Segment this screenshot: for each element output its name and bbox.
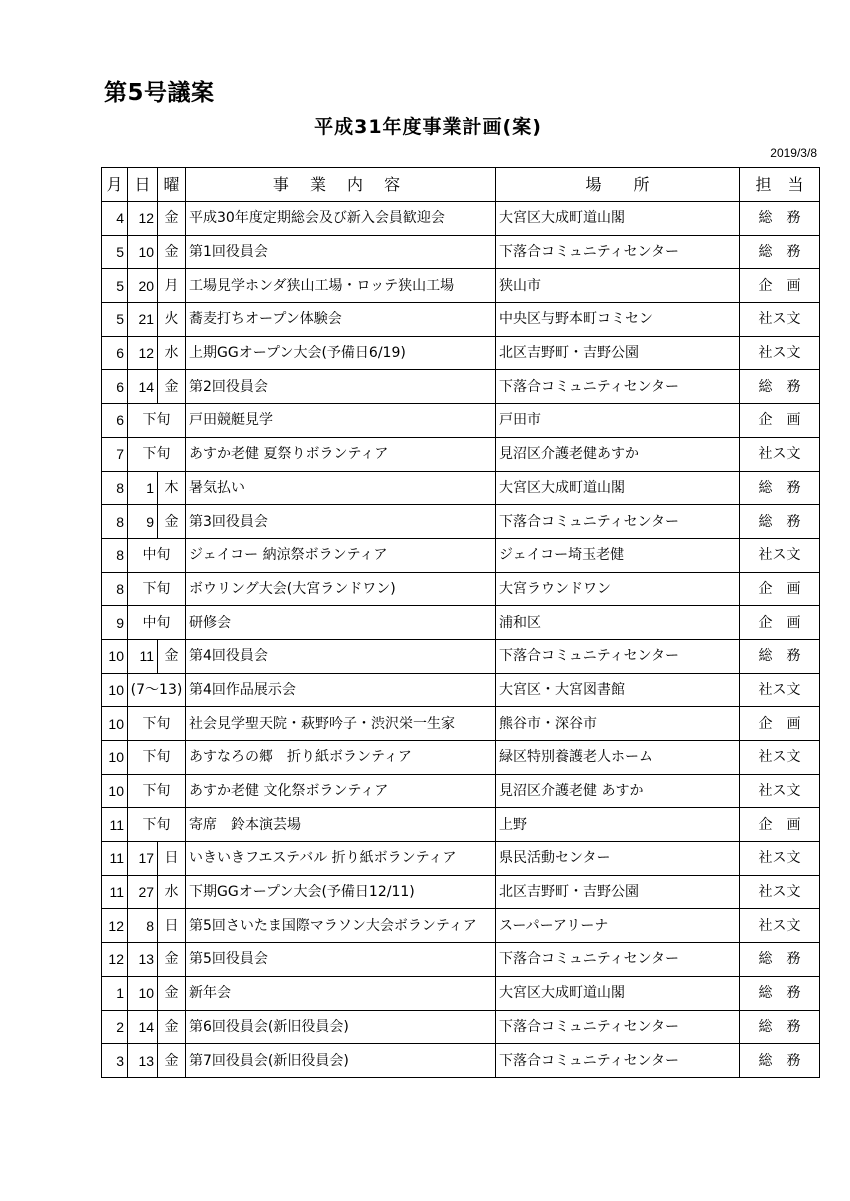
cell-place: 中央区与野本町コミセン bbox=[496, 303, 740, 337]
cell-content: 第2回役員会 bbox=[186, 370, 496, 404]
cell-day: 10 bbox=[128, 235, 158, 269]
cell-month: 12 bbox=[102, 909, 128, 943]
table-row bbox=[102, 639, 820, 673]
cell-place: 大宮区大成町道山閣 bbox=[496, 976, 740, 1010]
cell-content: 蕎麦打ちオープン体験会 bbox=[186, 303, 496, 337]
cell-month: 5 bbox=[102, 269, 128, 303]
cell-charge: 社ス文 bbox=[740, 774, 820, 808]
cell-weekday: 月 bbox=[158, 269, 186, 303]
table-row bbox=[102, 943, 820, 977]
cell-charge: 社ス文 bbox=[740, 303, 820, 337]
table-row bbox=[102, 707, 820, 741]
cell-content: 第5回役員会 bbox=[186, 943, 496, 977]
header-weekday: 曜 bbox=[158, 168, 186, 202]
cell-day-period: 中旬 bbox=[128, 606, 186, 640]
cell-charge: 総 務 bbox=[740, 505, 820, 539]
cell-day: 10 bbox=[128, 976, 158, 1010]
cell-content: 新年会 bbox=[186, 976, 496, 1010]
cell-month: 8 bbox=[102, 572, 128, 606]
cell-place: ジェイコー埼玉老健 bbox=[496, 538, 740, 572]
cell-month: 10 bbox=[102, 774, 128, 808]
cell-place: 下落合コミュニティセンター bbox=[496, 1010, 740, 1044]
cell-day-period: 中旬 bbox=[128, 538, 186, 572]
cell-place: 熊谷市・深谷市 bbox=[496, 707, 740, 741]
cell-month: 12 bbox=[102, 943, 128, 977]
cell-month: 2 bbox=[102, 1010, 128, 1044]
cell-day: 14 bbox=[128, 370, 158, 404]
cell-month: 10 bbox=[102, 741, 128, 775]
cell-day: 21 bbox=[128, 303, 158, 337]
cell-day-period: 下旬 bbox=[128, 741, 186, 775]
cell-content: あすか老健 夏祭りボランティア bbox=[186, 437, 496, 471]
cell-content: 第4回役員会 bbox=[186, 639, 496, 673]
table-row bbox=[102, 437, 820, 471]
cell-month: 8 bbox=[102, 505, 128, 539]
cell-place: 下落合コミュニティセンター bbox=[496, 1044, 740, 1078]
cell-charge: 企 画 bbox=[740, 808, 820, 842]
cell-content: 下期GGオープン大会(予備日12/11) bbox=[186, 875, 496, 909]
table-row bbox=[102, 741, 820, 775]
cell-content: 第5回さいたま国際マラソン大会ボランティア bbox=[186, 909, 496, 943]
table-row bbox=[102, 303, 820, 337]
cell-day: 11 bbox=[128, 639, 158, 673]
table-row bbox=[102, 1010, 820, 1044]
cell-day: 9 bbox=[128, 505, 158, 539]
table-row bbox=[102, 673, 820, 707]
cell-content: 工場見学ホンダ狭山工場・ロッテ狭山工場 bbox=[186, 269, 496, 303]
cell-place: 大宮区・大宮図書館 bbox=[496, 673, 740, 707]
cell-day: 13 bbox=[128, 1044, 158, 1078]
cell-content: 第7回役員会(新旧役員会) bbox=[186, 1044, 496, 1078]
document-date: 2019/3/8 bbox=[770, 146, 817, 160]
table-row bbox=[102, 471, 820, 505]
cell-day: 12 bbox=[128, 336, 158, 370]
cell-charge: 総 務 bbox=[740, 1010, 820, 1044]
table-row bbox=[102, 976, 820, 1010]
cell-month: 11 bbox=[102, 808, 128, 842]
cell-content: 社会見学聖天院・萩野吟子・渋沢栄一生家 bbox=[186, 707, 496, 741]
cell-day: 14 bbox=[128, 1010, 158, 1044]
cell-place: 下落合コミュニティセンター bbox=[496, 235, 740, 269]
cell-month: 11 bbox=[102, 842, 128, 876]
cell-content: 第3回役員会 bbox=[186, 505, 496, 539]
cell-place: 北区吉野町・吉野公園 bbox=[496, 875, 740, 909]
cell-charge: 企 画 bbox=[740, 606, 820, 640]
table-row bbox=[102, 875, 820, 909]
cell-place: 大宮ラウンドワン bbox=[496, 572, 740, 606]
cell-month: 4 bbox=[102, 202, 128, 236]
table-row bbox=[102, 505, 820, 539]
schedule-table bbox=[101, 167, 820, 1078]
cell-place: 緑区特別養護老人ホーム bbox=[496, 741, 740, 775]
cell-weekday: 金 bbox=[158, 639, 186, 673]
cell-day-period: 下旬 bbox=[128, 404, 186, 438]
page-title: 平成31年度事業計画(案) bbox=[314, 116, 542, 138]
cell-day: 1 bbox=[128, 471, 158, 505]
cell-day: 13 bbox=[128, 943, 158, 977]
table-row bbox=[102, 1044, 820, 1078]
cell-day-period: 下旬 bbox=[128, 774, 186, 808]
cell-month: 3 bbox=[102, 1044, 128, 1078]
cell-charge: 総 務 bbox=[740, 943, 820, 977]
cell-charge: 社ス文 bbox=[740, 741, 820, 775]
cell-place: 県民活動センター bbox=[496, 842, 740, 876]
cell-place: スーパーアリーナ bbox=[496, 909, 740, 943]
cell-month: 6 bbox=[102, 336, 128, 370]
cell-charge: 社ス文 bbox=[740, 538, 820, 572]
cell-month: 6 bbox=[102, 404, 128, 438]
cell-day-period: 下旬 bbox=[128, 572, 186, 606]
header-content: 事 業 内 容 bbox=[186, 168, 496, 202]
cell-day: 8 bbox=[128, 909, 158, 943]
cell-place: 浦和区 bbox=[496, 606, 740, 640]
cell-charge: 社ス文 bbox=[740, 842, 820, 876]
cell-place: 戸田市 bbox=[496, 404, 740, 438]
header-place: 場 所 bbox=[496, 168, 740, 202]
cell-charge: 企 画 bbox=[740, 269, 820, 303]
cell-place: 北区吉野町・吉野公園 bbox=[496, 336, 740, 370]
cell-day: 20 bbox=[128, 269, 158, 303]
table-row bbox=[102, 538, 820, 572]
cell-month: 10 bbox=[102, 707, 128, 741]
cell-content: 平成30年度定期総会及び新入会員歓迎会 bbox=[186, 202, 496, 236]
table-row bbox=[102, 404, 820, 438]
cell-month: 5 bbox=[102, 235, 128, 269]
cell-charge: 社ス文 bbox=[740, 437, 820, 471]
table-header-row bbox=[102, 168, 820, 202]
cell-weekday: 金 bbox=[158, 235, 186, 269]
cell-charge: 企 画 bbox=[740, 707, 820, 741]
cell-content: ジェイコー 納涼祭ボランティア bbox=[186, 538, 496, 572]
cell-weekday: 金 bbox=[158, 943, 186, 977]
cell-month: 5 bbox=[102, 303, 128, 337]
cell-day: 17 bbox=[128, 842, 158, 876]
cell-weekday: 日 bbox=[158, 909, 186, 943]
table-row bbox=[102, 336, 820, 370]
cell-day-period: 下旬 bbox=[128, 808, 186, 842]
table-row bbox=[102, 808, 820, 842]
cell-weekday: 金 bbox=[158, 505, 186, 539]
cell-content: 第6回役員会(新旧役員会) bbox=[186, 1010, 496, 1044]
cell-content: ボウリング大会(大宮ランドワン) bbox=[186, 572, 496, 606]
cell-charge: 総 務 bbox=[740, 639, 820, 673]
cell-content: 第4回作品展示会 bbox=[186, 673, 496, 707]
cell-charge: 社ス文 bbox=[740, 336, 820, 370]
cell-content: いきいきフエステバル 折り紙ボランティア bbox=[186, 842, 496, 876]
cell-content: 第1回役員会 bbox=[186, 235, 496, 269]
cell-place: 下落合コミュニティセンター bbox=[496, 505, 740, 539]
cell-weekday: 金 bbox=[158, 976, 186, 1010]
cell-place: 下落合コミュニティセンター bbox=[496, 639, 740, 673]
cell-content: 戸田競艇見学 bbox=[186, 404, 496, 438]
cell-month: 10 bbox=[102, 639, 128, 673]
cell-content: あすか老健 文化祭ボランティア bbox=[186, 774, 496, 808]
cell-weekday: 木 bbox=[158, 471, 186, 505]
cell-charge: 総 務 bbox=[740, 471, 820, 505]
table-row bbox=[102, 842, 820, 876]
cell-charge: 企 画 bbox=[740, 572, 820, 606]
cell-weekday: 金 bbox=[158, 1044, 186, 1078]
header-day: 日 bbox=[128, 168, 158, 202]
table-row bbox=[102, 606, 820, 640]
table-row bbox=[102, 269, 820, 303]
cell-weekday: 水 bbox=[158, 336, 186, 370]
cell-charge: 総 務 bbox=[740, 976, 820, 1010]
cell-charge: 総 務 bbox=[740, 370, 820, 404]
cell-content: 寄席 鈴本演芸場 bbox=[186, 808, 496, 842]
cell-charge: 社ス文 bbox=[740, 673, 820, 707]
cell-day-period: 下旬 bbox=[128, 707, 186, 741]
cell-month: 1 bbox=[102, 976, 128, 1010]
cell-charge: 企 画 bbox=[740, 404, 820, 438]
cell-place: 上野 bbox=[496, 808, 740, 842]
table-row bbox=[102, 909, 820, 943]
cell-month: 10 bbox=[102, 673, 128, 707]
cell-content: あすなろの郷 折り紙ボランティア bbox=[186, 741, 496, 775]
cell-weekday: 火 bbox=[158, 303, 186, 337]
cell-month: 11 bbox=[102, 875, 128, 909]
cell-month: 8 bbox=[102, 471, 128, 505]
cell-charge: 総 務 bbox=[740, 1044, 820, 1078]
cell-month: 8 bbox=[102, 538, 128, 572]
cell-place: 狭山市 bbox=[496, 269, 740, 303]
cell-day-period: (7～13) bbox=[128, 673, 186, 707]
cell-charge: 総 務 bbox=[740, 202, 820, 236]
table-row bbox=[102, 774, 820, 808]
cell-place: 見沼区介護老健あすか bbox=[496, 437, 740, 471]
cell-day: 27 bbox=[128, 875, 158, 909]
cell-place: 大宮区大成町道山閣 bbox=[496, 471, 740, 505]
cell-content: 上期GGオープン大会(予備日6/19) bbox=[186, 336, 496, 370]
cell-content: 暑気払い bbox=[186, 471, 496, 505]
cell-charge: 総 務 bbox=[740, 235, 820, 269]
table-row bbox=[102, 370, 820, 404]
cell-weekday: 水 bbox=[158, 875, 186, 909]
table-row bbox=[102, 202, 820, 236]
cell-day-period: 下旬 bbox=[128, 437, 186, 471]
cell-day: 12 bbox=[128, 202, 158, 236]
header-month: 月 bbox=[102, 168, 128, 202]
agenda-number: 第5号議案 bbox=[104, 80, 215, 106]
cell-weekday: 金 bbox=[158, 370, 186, 404]
cell-place: 下落合コミュニティセンター bbox=[496, 943, 740, 977]
cell-weekday: 金 bbox=[158, 202, 186, 236]
cell-content: 研修会 bbox=[186, 606, 496, 640]
cell-month: 6 bbox=[102, 370, 128, 404]
header-charge: 担 当 bbox=[740, 168, 820, 202]
table-row bbox=[102, 572, 820, 606]
cell-month: 7 bbox=[102, 437, 128, 471]
cell-place: 見沼区介護老健 あすか bbox=[496, 774, 740, 808]
cell-place: 下落合コミュニティセンター bbox=[496, 370, 740, 404]
cell-weekday: 金 bbox=[158, 1010, 186, 1044]
cell-month: 9 bbox=[102, 606, 128, 640]
table-row bbox=[102, 235, 820, 269]
cell-weekday: 日 bbox=[158, 842, 186, 876]
cell-place: 大宮区大成町道山閣 bbox=[496, 202, 740, 236]
cell-charge: 社ス文 bbox=[740, 875, 820, 909]
cell-charge: 社ス文 bbox=[740, 909, 820, 943]
